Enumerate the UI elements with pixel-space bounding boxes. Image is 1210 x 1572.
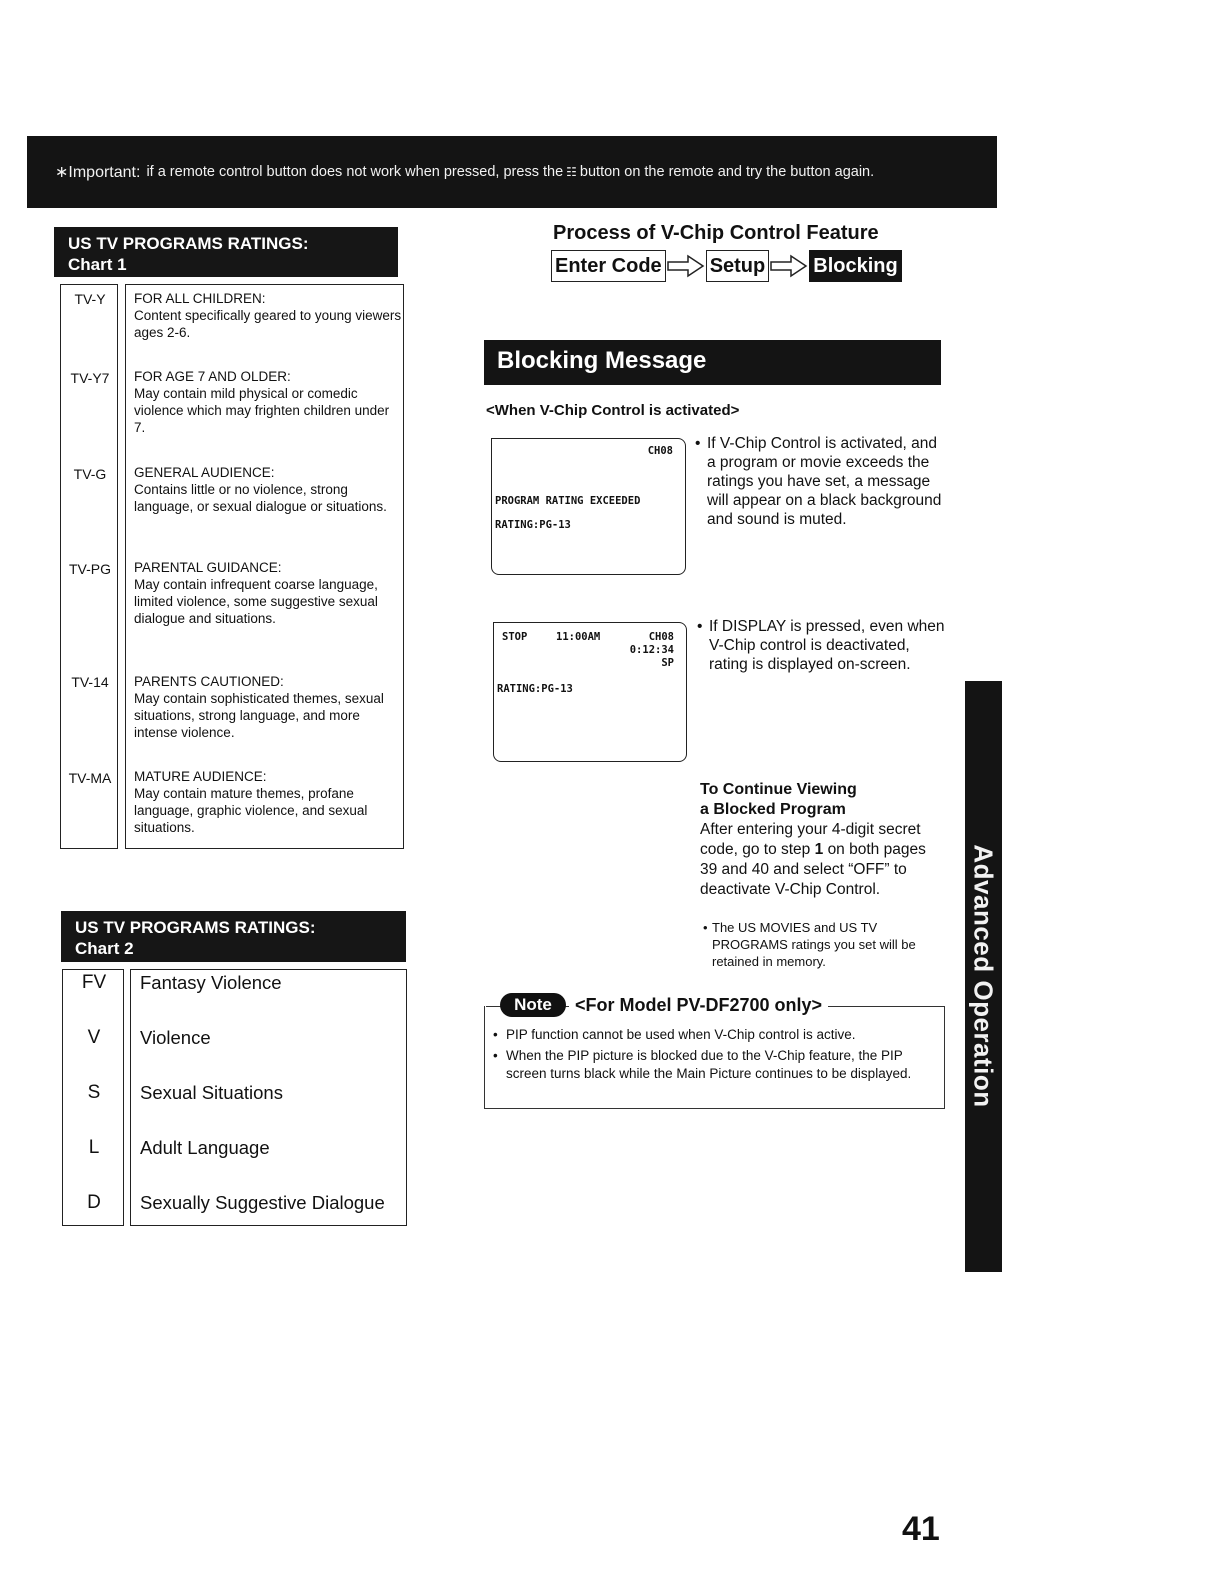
continue-title-line2: a Blocked Program: [700, 801, 846, 818]
chart1-title: US TV PROGRAMS RATINGS:: [68, 234, 309, 253]
screen-speed: SP: [661, 657, 674, 669]
when-activated-label: <When V-Chip Control is activated>: [486, 402, 740, 419]
step-blocking: Blocking: [809, 250, 901, 282]
rating-entry: [134, 673, 402, 741]
note-box: [484, 1006, 945, 1109]
screen-channel: CH08: [647, 445, 673, 457]
rating-entry: [134, 290, 402, 341]
bullet-display-info: [697, 617, 952, 674]
bullet-dot: •: [697, 618, 703, 635]
continue-body-before: After entering your 4-digit secret code, go to step: [700, 821, 921, 858]
chart1-subtitle: Chart 1: [68, 255, 127, 274]
step-setup: Setup: [706, 250, 770, 282]
content-code: D: [87, 1192, 101, 1213]
content-code: S: [87, 1082, 101, 1103]
process-steps: [551, 249, 902, 283]
remote-button-icon: ☷: [566, 165, 577, 179]
rating-title: FOR AGE 7 AND OLDER:: [134, 369, 291, 384]
screen-rating: RATING:PG-13: [497, 683, 573, 695]
step-enter-code: Enter Code: [551, 250, 666, 282]
bullet-dot: •: [703, 920, 708, 935]
content-label: Sexual Situations: [140, 1082, 283, 1103]
note-item-text: When the PIP picture is blocked due to the V-Chip feature, the PIP screen turns black while the Main Picture continues to be displayed.: [506, 1048, 912, 1081]
content-code: L: [88, 1137, 100, 1158]
content-label: Sexually Suggestive Dialogue: [140, 1192, 385, 1213]
rating-title: FOR ALL CHILDREN:: [134, 291, 266, 306]
rating-description: Content specifically geared to young viewers ages 2-6.: [134, 308, 402, 340]
arrow-right-icon: [666, 251, 706, 281]
note-model-label: <For Model PV-DF2700 only>: [569, 993, 828, 1017]
banner-lead: ∗Important:: [55, 164, 141, 181]
continue-title-line1: To Continue Viewing: [700, 781, 857, 798]
rating-code: TV-Y7: [70, 370, 110, 386]
bullet-text: If DISPLAY is pressed, even when V-Chip control is deactivated, rating is displayed on-screen.: [709, 618, 945, 673]
rating-description: May contain mild physical or comedic violence which may frighten children under 7.: [134, 386, 390, 435]
note-item-text: PIP function cannot be used when V-Chip control is active.: [506, 1027, 856, 1042]
chart1-code-column: [60, 284, 118, 849]
content-label: Fantasy Violence: [140, 972, 282, 993]
rating-description: Contains little or no violence, strong language, or sexual dialogue or situations.: [134, 482, 387, 514]
note-item: [493, 1047, 933, 1083]
process-title: Process of V-Chip Control Feature: [553, 222, 879, 244]
screen-status: STOP: [502, 631, 528, 643]
content-code: V: [87, 1027, 101, 1048]
banner-text-after: button on the remote and try the button again.: [579, 164, 875, 180]
page-number: 41: [902, 1510, 940, 1548]
note-badge: Note: [500, 993, 566, 1017]
bullet-blocked-info: [695, 434, 943, 529]
blocked-screen-example: [491, 438, 686, 575]
chart2-label-column: [130, 969, 407, 1226]
rating-code: TV-G: [73, 466, 107, 482]
blocking-message-heading: Blocking Message: [484, 340, 941, 385]
note-item: [493, 1026, 933, 1044]
section-side-tab-label: Advanced Operation: [968, 844, 999, 1108]
rating-description: May contain mature themes, profane language, graphic violence, and sexual situations.: [134, 786, 368, 835]
screen-time: 11:00AM: [556, 631, 601, 643]
content-label: Adult Language: [140, 1137, 270, 1158]
bullet-text: If V-Chip Control is activated, and a program or movie exceeds the ratings you have set, a message will appear on a black background and sound is muted.: [707, 435, 942, 528]
bullet-dot: •: [695, 435, 701, 452]
arrow-right-icon: [769, 251, 809, 281]
rating-title: MATURE AUDIENCE:: [134, 769, 267, 784]
continue-body-after: on both pages 39 and 40 and select “OFF” to deactivate V-Chip Control.: [700, 841, 926, 898]
rating-code: TV-PG: [68, 561, 111, 577]
bullet-dot: •: [493, 1027, 498, 1042]
banner-text-before: if a remote control button does not work when pressed, press the: [146, 164, 564, 180]
screen-channel: CH08: [648, 631, 674, 643]
rating-title: PARENTAL GUIDANCE:: [134, 560, 282, 575]
continue-viewing-note: [703, 919, 953, 970]
content-code: FV: [81, 972, 107, 993]
rating-code: TV-MA: [68, 770, 112, 786]
content-label: Violence: [140, 1027, 211, 1048]
chart1-description-column: [125, 284, 404, 849]
rating-title: GENERAL AUDIENCE:: [134, 465, 275, 480]
screen-message: PROGRAM RATING EXCEEDED: [495, 495, 641, 507]
continue-viewing-title: [700, 780, 950, 820]
chart2-code-column: [62, 969, 124, 1226]
rating-entry: [134, 368, 402, 436]
chart2-title: US TV PROGRAMS RATINGS:: [75, 918, 316, 937]
continue-step-number: 1: [814, 841, 824, 858]
rating-description: May contain infrequent coarse language, limited violence, some suggestive sexual dialogue and situations.: [134, 577, 378, 626]
chart2-subtitle: Chart 2: [75, 939, 134, 958]
rating-title: PARENTS CAUTIONED:: [134, 674, 284, 689]
rating-description: May contain sophisticated themes, sexual situations, strong language, and more intense violence.: [134, 691, 384, 740]
chart1-header: [54, 227, 398, 277]
important-banner: [27, 136, 997, 208]
rating-entry: [134, 768, 402, 836]
screen-counter: 0:12:34: [629, 644, 674, 656]
continue-note-text: The US MOVIES and US TV PROGRAMS ratings you set will be retained in memory.: [712, 920, 916, 969]
screen-rating: RATING:PG-13: [495, 519, 571, 531]
chart2-header: [61, 911, 406, 962]
display-screen-example: [493, 622, 687, 762]
rating-code: TV-Y: [74, 291, 106, 307]
rating-entry: [134, 464, 402, 515]
rating-code: TV-14: [71, 674, 109, 690]
continue-viewing-body: [700, 820, 940, 900]
rating-entry: [134, 559, 402, 627]
bullet-dot: •: [493, 1048, 498, 1063]
